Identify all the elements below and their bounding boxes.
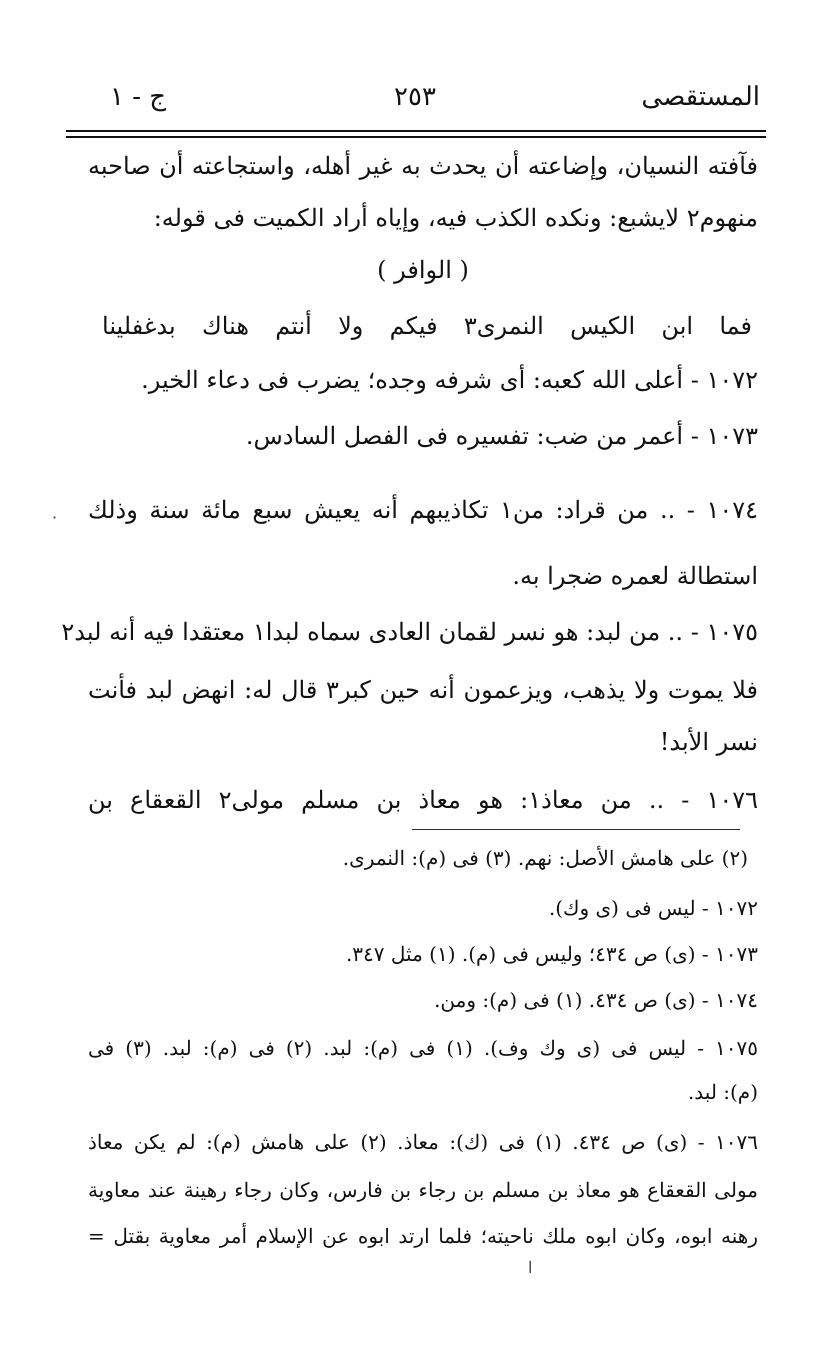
entry-1076: ١٠٧٦ - .. من معاذ١: هو معاذ بن مسلم مولى٢ القعقاع بن bbox=[88, 786, 758, 814]
margin-tick: ا bbox=[528, 1258, 533, 1277]
entry-1074-cont: استطالة لعمره ضجرا به. bbox=[512, 562, 758, 590]
entry-1075: ١٠٧٥ - .. من لبد: هو نسر لقمان العادى سماه لبدا١ معتقدا فيه أنه لبد٢ bbox=[61, 618, 758, 646]
header-rule-bottom bbox=[66, 136, 766, 138]
body-line-1: فآفته النسيان، وإضاعته أن يحدث به غير أهله، واستجاعته أن صاحبه bbox=[88, 152, 758, 180]
footnote-line-7: ١٠٧٦ - (ى) ص ٤٣٤. (١) فى (ك): معاذ. (٢) على هامش (م): لم يكن معاذ bbox=[88, 1130, 758, 1154]
footnote-line-6: (م): لبد. bbox=[687, 1080, 758, 1104]
margin-dot: · bbox=[52, 508, 58, 527]
page-number: ٢٥٣ bbox=[394, 82, 436, 112]
footnote-line-5: ١٠٧٥ - ليس فى (ى وك وف). (١) فى (م): لبد. (٢) فى (م): لبد. (٣) فى bbox=[88, 1036, 758, 1060]
entry-1075-cont-2: نسر الأبد! bbox=[659, 728, 758, 756]
entry-1075-cont-1: فلا يموت ولا يذهب، ويزعمون أنه حين كبر٣ قال له: انهض لبد فأنت bbox=[88, 676, 758, 704]
footnote-line-2: ١٠٧٢ - ليس فى (ى وك). bbox=[548, 896, 758, 920]
footnote-line-1: (٢) على هامش الأصل: نهم. (٣) فى (م): النمرى. bbox=[342, 846, 748, 870]
volume-label: ج - ١ bbox=[110, 82, 167, 112]
footnote-line-8: مولى القعقاع هو معاذ بن مسلم بن رجاء بن فارس، وكان رجاء رهينة عند معاوية bbox=[88, 1178, 758, 1202]
page-header bbox=[70, 82, 760, 122]
running-title: المستقصى bbox=[641, 82, 760, 112]
entry-1072: ١٠٧٢ - أعلى الله كعبه: أى شرفه وجده؛ يضرب فى دعاء الخير. bbox=[141, 366, 758, 394]
verse-line: فما ابن الكيس النمرى٣ فيكم ولا أنتم هناك بدغفلينا bbox=[102, 312, 752, 340]
meter-name: ( الوافر ) bbox=[377, 256, 469, 284]
footnote-line-9: رهنه ابوه، وكان ابوه ملك ناحيته؛ فلما ارتد ابوه عن الإسلام أمر معاوية بقتل = bbox=[88, 1224, 758, 1248]
body-line-2: منهوم٢ لايشبع: ونكده الكذب فيه، وإياه أراد الكميت فى قوله: bbox=[153, 204, 758, 232]
footnote-separator bbox=[412, 829, 740, 830]
footnote-line-4: ١٠٧٤ - (ى) ص ٤٣٤. (١) فى (م): ومن. bbox=[434, 988, 758, 1012]
footnote-line-3: ١٠٧٣ - (ى) ص ٤٣٤؛ وليس فى (م). (١) مثل ٣٤٧. bbox=[345, 942, 758, 966]
entry-1074: ١٠٧٤ - .. من قراد: من١ تكاذيبهم أنه يعيش سبع مائة سنة وذلك bbox=[88, 496, 758, 524]
header-rule-top bbox=[66, 130, 766, 132]
entry-1073: ١٠٧٣ - أعمر من ضب: تفسيره فى الفصل السادس. bbox=[245, 422, 758, 450]
